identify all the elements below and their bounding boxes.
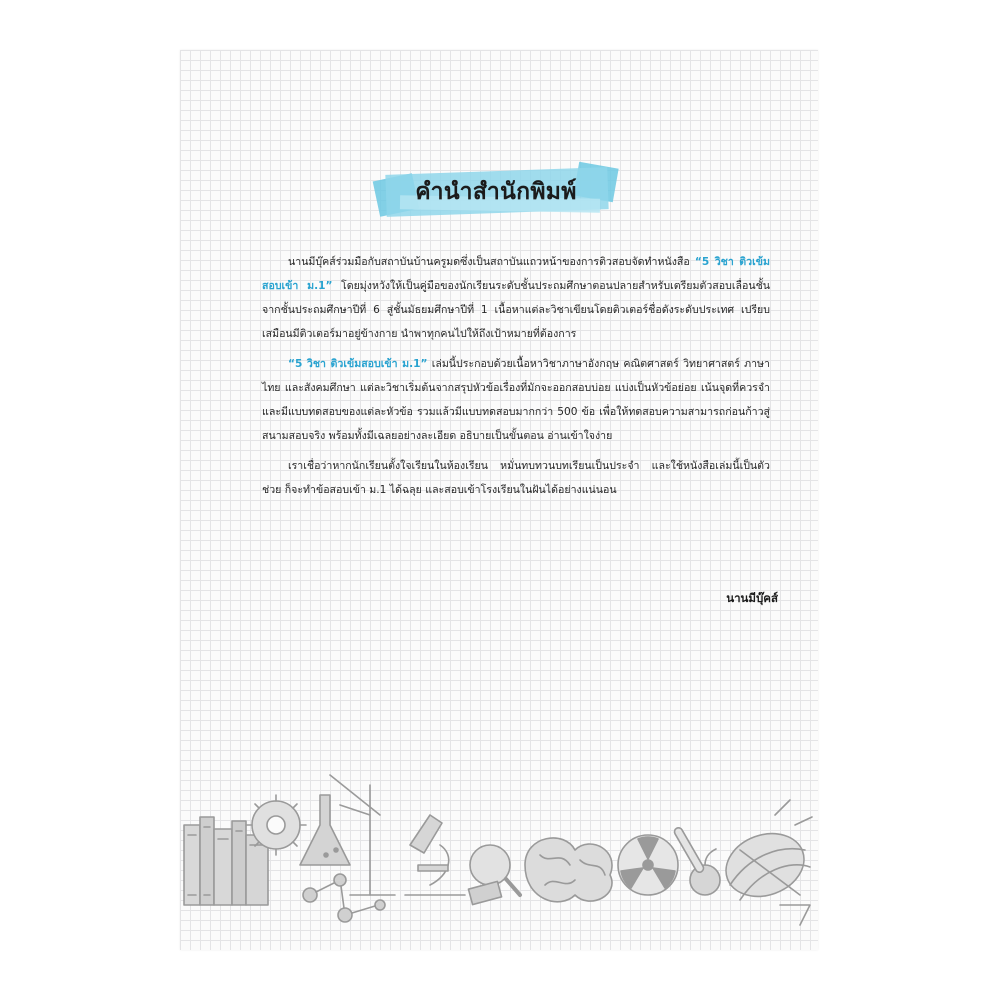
paragraph	[262, 352, 770, 448]
paragraph	[262, 454, 770, 502]
book-title-highlight: “5 วิชา ติวเข้มสอบเข้า ม.1”	[288, 358, 428, 370]
paragraph-text: โดยมุ่งหวังให้เป็นคู่มือของนักเรียนระดับชั้นประถมศึกษาตอนปลายสำหรับเตรียมตัวสอบเลื่อนชั้นจากชั้นประถมศึกษาปีที่ 6 สู่ชั้นมัธยมศึกษาปีที่ 1 เนื้อหาแต่ละวิชาเขียนโดยติวเตอร์ชื่อดังระดับประเทศ เปรียบเสมือนมีติวเตอร์มาอยู่ข้างกาย นำพาทุกคนไปให้ถึงเป้าหมายที่ต้องการ	[262, 280, 770, 340]
preface-body	[262, 250, 770, 508]
globe-icon	[717, 800, 813, 925]
paragraph-text: เล่มนี้ประกอบด้วยเนื้อหาวิชาภาษาอังกฤษ คณิตศาสตร์ วิทยาศาสตร์ ภาษาไทย และสังคมศึกษา แต่ละวิชาเริ่มต้นจากสรุปหัวข้อเรื่องที่มักจะออกสอบบ่อย แบ่งเป็นหัวข้อย่อย เน้นจุดที่ควรจำ และมีแบบทดสอบของแต่ละหัวข้อ รวมแล้วมีแบบทดสอบมากกว่า 500 ข้อ เพื่อให้ทดสอบความสามารถก่อนก้าวสู่สนามสอบจริง พร้อมทั้งมีเฉลยอย่างละเอียด อธิบายเป็นขั้นตอน อ่านเข้าใจง่าย	[262, 358, 770, 442]
lab-equipment-icon	[300, 775, 395, 895]
publisher-signature: นานมีบุ๊คส์	[726, 591, 778, 605]
page-title: คำนำสำนักพิมพ์	[415, 179, 577, 205]
document-page	[180, 50, 818, 950]
paragraph-text: เราเชื่อว่าหากนักเรียนตั้งใจเรียนในห้องเรียน หมั่นทบทวนบทเรียนเป็นประจำ และใช้หนังสือเล่มนี้เป็นตัวช่วย ก็จะทำข้อสอบเข้า ม.1 ได้ฉลุย และสอบเข้าโรงเรียนในฝันได้อย่างแน่นอน	[262, 460, 770, 496]
brain-icon	[525, 838, 612, 902]
title-banner	[380, 163, 612, 221]
gear-icon	[246, 795, 306, 855]
science-illustration	[180, 755, 818, 935]
microscope-icon	[405, 815, 465, 895]
molecule-icon	[303, 874, 385, 922]
magnifier-icon	[468, 845, 520, 905]
apple-icon	[673, 826, 720, 895]
paragraph	[262, 250, 770, 346]
radiation-icon	[618, 835, 678, 895]
paragraph-text: นานมีบุ๊คส์ร่วมมือกับสถาบันบ้านครูมดซึ่งเป็นสถาบันแถวหน้าของการติวสอบจัดทำหนังสือ	[288, 256, 695, 268]
book-title-highlight: “5 วิชา ติวเข้มสอบเข้า ม.1”	[262, 256, 770, 292]
